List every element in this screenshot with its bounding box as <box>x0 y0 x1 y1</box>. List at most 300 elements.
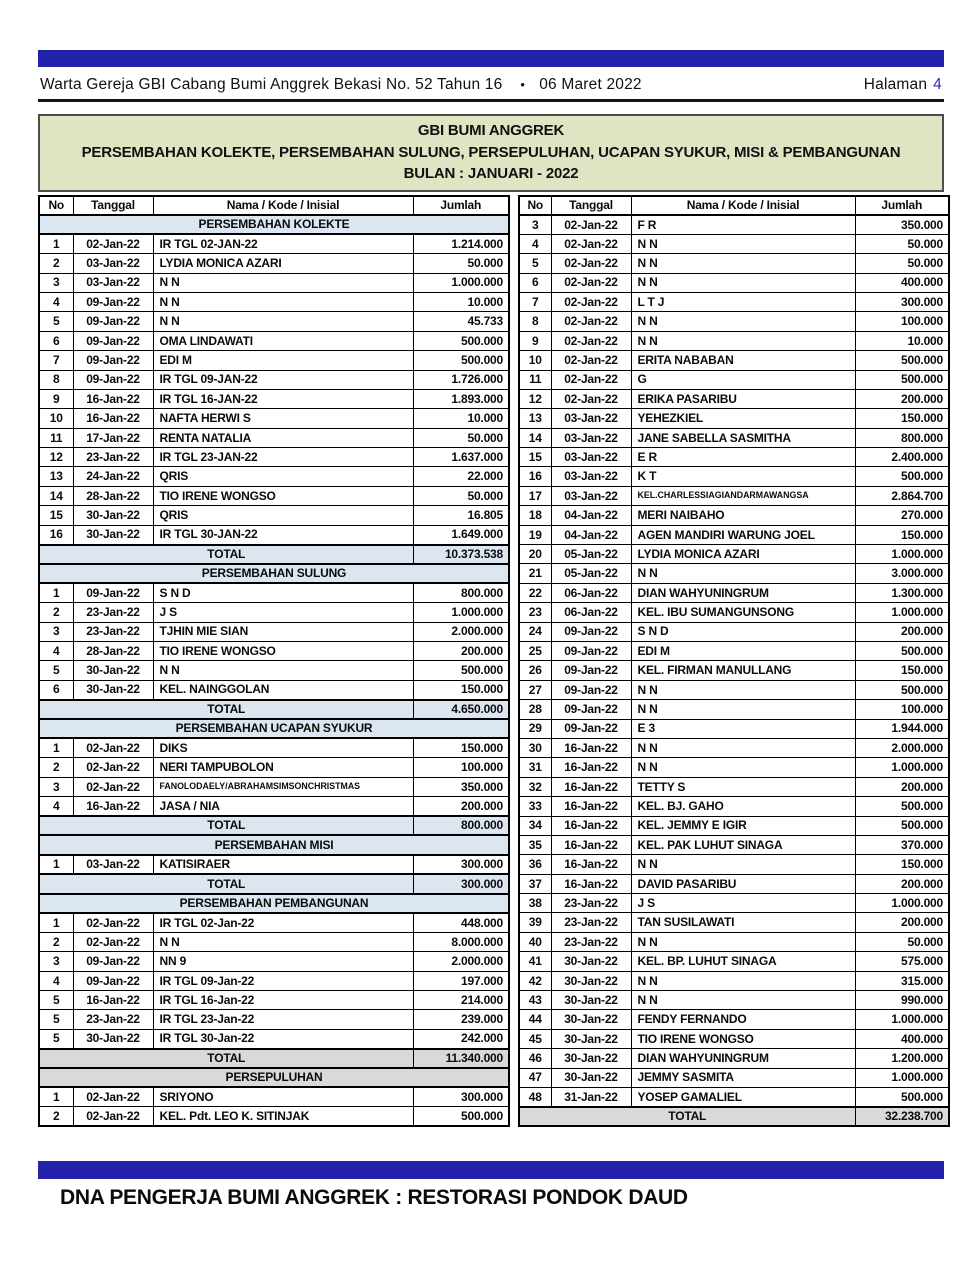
page-number-label: Halaman <box>863 76 928 93</box>
table-row <box>519 564 949 583</box>
footer-dna-text: DNA PENGERJA BUMI ANGGREK : RESTORASI PONDOK DAUD <box>60 1186 688 1210</box>
cell-no: 1 <box>39 913 73 932</box>
cell-tanggal: 02-Jan-22 <box>73 932 153 951</box>
cell-nama: IR TGL 16-Jan-22 <box>153 991 413 1010</box>
cell-no: 4 <box>39 971 73 990</box>
cell-nama: IR TGL 23-JAN-22 <box>153 448 413 467</box>
cell-no: 43 <box>519 991 551 1010</box>
cell-jumlah: 270.000 <box>855 506 949 525</box>
table-row <box>39 1087 509 1106</box>
cell-no: 16 <box>39 525 73 544</box>
cell-no: 6 <box>39 331 73 350</box>
cell-tanggal: 30-Jan-22 <box>551 1010 631 1029</box>
cell-tanggal: 09-Jan-22 <box>73 971 153 990</box>
cell-no: 31 <box>519 758 551 777</box>
cell-jumlah: 16.805 <box>413 506 509 525</box>
cell-tanggal: 16-Jan-22 <box>73 389 153 408</box>
col-header-jumlah: Jumlah <box>855 196 949 215</box>
table-row <box>39 1029 509 1048</box>
cell-nama: N N <box>153 273 413 292</box>
table-row <box>519 719 949 738</box>
cell-jumlah: 400.000 <box>855 1029 949 1048</box>
cell-no: 36 <box>519 855 551 874</box>
cell-no: 15 <box>519 448 551 467</box>
table-row <box>519 855 949 874</box>
cell-nama: EDI M <box>153 351 413 370</box>
cell-no: 24 <box>519 622 551 641</box>
cell-no: 28 <box>519 700 551 719</box>
cell-tanggal: 24-Jan-22 <box>73 467 153 486</box>
cell-tanggal: 16-Jan-22 <box>73 991 153 1010</box>
cell-jumlah: 1.726.000 <box>413 370 509 389</box>
cell-no: 2 <box>39 1107 73 1126</box>
cell-tanggal: 09-Jan-22 <box>73 583 153 602</box>
table-row <box>39 603 509 622</box>
cell-nama: QRIS <box>153 467 413 486</box>
cell-nama: F R <box>631 215 855 234</box>
cell-tanggal: 16-Jan-22 <box>551 777 631 796</box>
cell-tanggal: 09-Jan-22 <box>73 292 153 311</box>
cell-jumlah: 10.000 <box>413 409 509 428</box>
table-row <box>519 603 949 622</box>
cell-nama: IR TGL 02-Jan-22 <box>153 913 413 932</box>
cell-jumlah: 1.300.000 <box>855 583 949 602</box>
table-row <box>39 351 509 370</box>
report-title-categories: PERSEMBAHAN KOLEKTE, PERSEMBAHAN SULUNG, PERSEPULUHAN, UCAPAN SYUKUR, MISI & PEMBANGUNAN <box>81 143 901 161</box>
table-row <box>39 913 509 932</box>
cell-no: 4 <box>519 234 551 253</box>
table-row <box>519 1068 949 1087</box>
cell-tanggal: 23-Jan-22 <box>551 932 631 951</box>
table-row <box>39 777 509 796</box>
table-row <box>519 797 949 816</box>
table-row <box>519 816 949 835</box>
cell-jumlah: 1.000.000 <box>855 545 949 564</box>
cell-jumlah: 1.000.000 <box>855 603 949 622</box>
cell-nama: E 3 <box>631 719 855 738</box>
table-row <box>519 583 949 602</box>
cell-nama: N N <box>153 292 413 311</box>
table-row <box>519 506 949 525</box>
cell-nama: KEL. FIRMAN MANULLANG <box>631 661 855 680</box>
table-row <box>39 758 509 777</box>
cell-jumlah: 1.649.000 <box>413 525 509 544</box>
report-title-church: GBI BUMI ANGGREK <box>417 122 565 139</box>
cell-jumlah: 1.000.000 <box>855 1010 949 1029</box>
cell-tanggal: 23-Jan-22 <box>73 622 153 641</box>
table-row <box>519 409 949 428</box>
cell-tanggal: 09-Jan-22 <box>73 370 153 389</box>
cell-tanggal: 06-Jan-22 <box>551 583 631 602</box>
cell-jumlah: 1.200.000 <box>855 1049 949 1068</box>
total-label: TOTAL <box>39 874 413 893</box>
cell-nama: DIKS <box>153 738 413 757</box>
cell-no: 14 <box>39 486 73 505</box>
cell-jumlah: 500.000 <box>413 331 509 350</box>
cell-jumlah: 200.000 <box>413 797 509 816</box>
cell-nama: YOSEP GAMALIEL <box>631 1087 855 1106</box>
table-row <box>39 583 509 602</box>
cell-jumlah: 350.000 <box>855 215 949 234</box>
cell-tanggal: 16-Jan-22 <box>73 409 153 428</box>
cell-jumlah: 448.000 <box>413 913 509 932</box>
cell-nama: LYDIA MONICA AZARI <box>631 545 855 564</box>
table-row <box>39 389 509 408</box>
cell-jumlah: 990.000 <box>855 991 949 1010</box>
cell-no: 4 <box>39 797 73 816</box>
cell-jumlah: 200.000 <box>855 874 949 893</box>
cell-nama: S N D <box>631 622 855 641</box>
cell-tanggal: 31-Jan-22 <box>551 1087 631 1106</box>
table-row <box>39 428 509 447</box>
cell-nama: EDI M <box>631 641 855 660</box>
cell-no: 18 <box>519 506 551 525</box>
table-row <box>519 467 949 486</box>
table-row <box>519 428 949 447</box>
cell-nama: ERITA NABABAN <box>631 351 855 370</box>
cell-jumlah: 300.000 <box>413 855 509 874</box>
table-row <box>519 1010 949 1029</box>
table-row <box>39 971 509 990</box>
cell-nama: KEL. Pdt. LEO K. SITINJAK <box>153 1107 413 1126</box>
table-row <box>519 389 949 408</box>
col-header-no: No <box>39 196 73 215</box>
cell-jumlah: 10.000 <box>413 292 509 311</box>
cell-jumlah: 22.000 <box>413 467 509 486</box>
cell-no: 4 <box>39 292 73 311</box>
cell-jumlah: 239.000 <box>413 1010 509 1029</box>
total-row <box>39 816 509 835</box>
cell-jumlah: 1.000.000 <box>855 894 949 913</box>
cell-tanggal: 30-Jan-22 <box>551 1029 631 1048</box>
cell-no: 37 <box>519 874 551 893</box>
table-row <box>39 797 509 816</box>
cell-nama: IR TGL 02-JAN-22 <box>153 234 413 253</box>
table-row <box>519 486 949 505</box>
cell-no: 2 <box>39 758 73 777</box>
cell-nama: TAN SUSILAWATI <box>631 913 855 932</box>
page-number-block <box>864 76 942 94</box>
cell-no: 6 <box>39 680 73 699</box>
section-header-row <box>39 894 509 913</box>
cell-nama: OMA LINDAWATI <box>153 331 413 350</box>
cell-tanggal: 30-Jan-22 <box>551 1068 631 1087</box>
cell-no: 29 <box>519 719 551 738</box>
cell-nama: NAFTA HERWI S <box>153 409 413 428</box>
cell-nama: N N <box>631 680 855 699</box>
cell-tanggal: 16-Jan-22 <box>551 835 631 854</box>
cell-no: 1 <box>39 583 73 602</box>
cell-jumlah: 500.000 <box>413 351 509 370</box>
cell-nama: JANE SABELLA SASMITHA <box>631 428 855 447</box>
cell-tanggal: 02-Jan-22 <box>73 777 153 796</box>
cell-no: 23 <box>519 603 551 622</box>
cell-jumlah: 150.000 <box>855 525 949 544</box>
cell-tanggal: 02-Jan-22 <box>551 389 631 408</box>
cell-nama: N N <box>631 273 855 292</box>
cell-nama: N N <box>631 738 855 757</box>
cell-tanggal: 30-Jan-22 <box>73 680 153 699</box>
table-row <box>519 971 949 990</box>
table-row <box>519 312 949 331</box>
cell-tanggal: 02-Jan-22 <box>551 292 631 311</box>
cell-jumlah: 2.000.000 <box>855 738 949 757</box>
cell-tanggal: 09-Jan-22 <box>551 641 631 660</box>
cell-nama: TIO IRENE WONGSO <box>153 486 413 505</box>
cell-jumlah: 50.000 <box>855 234 949 253</box>
table-row <box>519 545 949 564</box>
cell-nama: N N <box>153 661 413 680</box>
cell-tanggal: 02-Jan-22 <box>551 351 631 370</box>
table-row <box>519 738 949 757</box>
masthead-rule <box>38 99 944 102</box>
cell-tanggal: 03-Jan-22 <box>551 448 631 467</box>
section-title: PERSEMBAHAN UCAPAN SYUKUR <box>39 719 509 738</box>
cell-nama: JEMMY SASMITA <box>631 1068 855 1087</box>
cell-tanggal: 16-Jan-22 <box>551 816 631 835</box>
cell-no: 7 <box>519 292 551 311</box>
table-row <box>39 486 509 505</box>
cell-jumlah: 300.000 <box>413 1087 509 1106</box>
cell-nama: N N <box>153 312 413 331</box>
cell-nama: IR TGL 23-Jan-22 <box>153 1010 413 1029</box>
cell-jumlah: 214.000 <box>413 991 509 1010</box>
cell-jumlah: 500.000 <box>855 680 949 699</box>
offering-tables <box>38 195 944 1128</box>
cell-nama: N N <box>631 234 855 253</box>
cell-tanggal: 03-Jan-22 <box>73 273 153 292</box>
column-header-row <box>39 196 509 215</box>
cell-nama: KEL. IBU SUMANGUNSONG <box>631 603 855 622</box>
cell-nama: KEL. NAINGGOLAN <box>153 680 413 699</box>
cell-jumlah: 150.000 <box>855 661 949 680</box>
cell-tanggal: 04-Jan-22 <box>551 525 631 544</box>
cell-nama: KEL.CHARLESSIAGIANDARMAWANGSA <box>631 486 855 505</box>
cell-jumlah: 150.000 <box>855 855 949 874</box>
cell-no: 7 <box>39 351 73 370</box>
cell-nama: LYDIA MONICA AZARI <box>153 254 413 273</box>
cell-tanggal: 23-Jan-22 <box>73 603 153 622</box>
table-row <box>39 234 509 253</box>
table-row <box>519 913 949 932</box>
cell-no: 14 <box>519 428 551 447</box>
table-row <box>519 525 949 544</box>
cell-nama: IR TGL 16-JAN-22 <box>153 389 413 408</box>
cell-jumlah: 50.000 <box>413 254 509 273</box>
cell-no: 47 <box>519 1068 551 1087</box>
cell-tanggal: 28-Jan-22 <box>73 486 153 505</box>
cell-nama: KEL. BJ. GAHO <box>631 797 855 816</box>
cell-nama: N N <box>631 564 855 583</box>
total-row <box>39 1049 509 1068</box>
table-row <box>39 855 509 874</box>
cell-tanggal: 30-Jan-22 <box>551 971 631 990</box>
section-title: PERSEMBAHAN SULUNG <box>39 564 509 583</box>
cell-jumlah: 100.000 <box>855 312 949 331</box>
cell-jumlah: 300.000 <box>855 292 949 311</box>
table-row <box>519 370 949 389</box>
cell-no: 48 <box>519 1087 551 1106</box>
table-row <box>519 952 949 971</box>
cell-tanggal: 06-Jan-22 <box>551 603 631 622</box>
cell-jumlah: 500.000 <box>855 816 949 835</box>
cell-jumlah: 100.000 <box>855 700 949 719</box>
section-title: PERSEMBAHAN KOLEKTE <box>39 215 509 234</box>
offerings-table-left <box>38 195 510 1128</box>
table-row <box>519 641 949 660</box>
cell-tanggal: 30-Jan-22 <box>73 525 153 544</box>
cell-no: 5 <box>39 312 73 331</box>
col-header-nama: Nama / Kode / Inisial <box>631 196 855 215</box>
cell-jumlah: 2.864.700 <box>855 486 949 505</box>
table-row <box>519 331 949 350</box>
cell-no: 2 <box>39 603 73 622</box>
cell-jumlah: 400.000 <box>855 273 949 292</box>
cell-jumlah: 315.000 <box>855 971 949 990</box>
cell-no: 8 <box>39 370 73 389</box>
table-row <box>519 700 949 719</box>
cell-tanggal: 09-Jan-22 <box>551 680 631 699</box>
cell-nama: ERIKA PASARIBU <box>631 389 855 408</box>
cell-no: 25 <box>519 641 551 660</box>
cell-jumlah: 370.000 <box>855 835 949 854</box>
cell-jumlah: 1.000.000 <box>855 1068 949 1087</box>
table-row <box>519 835 949 854</box>
cell-nama: TIO IRENE WONGSO <box>153 641 413 660</box>
cell-tanggal: 02-Jan-22 <box>73 1107 153 1126</box>
cell-jumlah: 150.000 <box>413 680 509 699</box>
cell-nama: TETTY S <box>631 777 855 796</box>
cell-nama: NN 9 <box>153 952 413 971</box>
col-header-tanggal: Tanggal <box>73 196 153 215</box>
cell-jumlah: 1.000.000 <box>413 273 509 292</box>
cell-no: 44 <box>519 1010 551 1029</box>
cell-no: 20 <box>519 545 551 564</box>
cell-tanggal: 30-Jan-22 <box>551 1049 631 1068</box>
cell-tanggal: 02-Jan-22 <box>73 913 153 932</box>
cell-jumlah: 50.000 <box>855 254 949 273</box>
table-row <box>39 661 509 680</box>
cell-no: 26 <box>519 661 551 680</box>
total-label: TOTAL <box>39 545 413 564</box>
cell-no: 17 <box>519 486 551 505</box>
cell-no: 34 <box>519 816 551 835</box>
table-row <box>519 1049 949 1068</box>
section-header-row <box>39 1068 509 1087</box>
cell-no: 4 <box>39 641 73 660</box>
total-label: TOTAL <box>519 1107 855 1126</box>
cell-no: 11 <box>39 428 73 447</box>
cell-jumlah: 200.000 <box>413 641 509 660</box>
cell-no: 38 <box>519 894 551 913</box>
col-header-nama: Nama / Kode / Inisial <box>153 196 413 215</box>
table-row <box>39 525 509 544</box>
cell-tanggal: 09-Jan-22 <box>551 700 631 719</box>
table-row <box>39 506 509 525</box>
cell-nama: N N <box>153 932 413 951</box>
section-header-row <box>39 835 509 854</box>
cell-nama: N N <box>631 312 855 331</box>
cell-tanggal: 30-Jan-22 <box>551 952 631 971</box>
cell-no: 15 <box>39 506 73 525</box>
cell-tanggal: 02-Jan-22 <box>551 215 631 234</box>
cell-nama: QRIS <box>153 506 413 525</box>
cell-no: 3 <box>39 622 73 641</box>
cell-nama: SRIYONO <box>153 1087 413 1106</box>
cell-jumlah: 1.000.000 <box>855 758 949 777</box>
offerings-table-right <box>518 195 950 1128</box>
cell-nama: N N <box>631 932 855 951</box>
cell-jumlah: 197.000 <box>413 971 509 990</box>
cell-jumlah: 50.000 <box>413 486 509 505</box>
cell-nama: L T J <box>631 292 855 311</box>
cell-tanggal: 03-Jan-22 <box>73 855 153 874</box>
col-header-no: No <box>519 196 551 215</box>
cell-nama: E R <box>631 448 855 467</box>
cell-jumlah: 50.000 <box>855 932 949 951</box>
cell-jumlah: 100.000 <box>413 758 509 777</box>
cell-nama: NERI TAMPUBOLON <box>153 758 413 777</box>
cell-no: 3 <box>39 952 73 971</box>
total-amount: 800.000 <box>413 816 509 835</box>
total-row <box>39 545 509 564</box>
cell-tanggal: 16-Jan-22 <box>551 738 631 757</box>
cell-nama: TIO IRENE WONGSO <box>631 1029 855 1048</box>
cell-tanggal: 30-Jan-22 <box>73 661 153 680</box>
cell-no: 11 <box>519 370 551 389</box>
cell-tanggal: 02-Jan-22 <box>73 738 153 757</box>
cell-jumlah: 500.000 <box>855 1087 949 1106</box>
cell-no: 33 <box>519 797 551 816</box>
table-row <box>519 351 949 370</box>
cell-nama: DIAN WAHYUNINGRUM <box>631 1049 855 1068</box>
cell-no: 1 <box>39 855 73 874</box>
col-header-tanggal: Tanggal <box>551 196 631 215</box>
cell-jumlah: 1.637.000 <box>413 448 509 467</box>
table-row <box>39 622 509 641</box>
table-row <box>39 991 509 1010</box>
cell-tanggal: 30-Jan-22 <box>73 1029 153 1048</box>
cell-no: 46 <box>519 1049 551 1068</box>
cell-jumlah: 45.733 <box>413 312 509 331</box>
cell-tanggal: 03-Jan-22 <box>551 409 631 428</box>
cell-tanggal: 02-Jan-22 <box>551 273 631 292</box>
col-header-jumlah: Jumlah <box>413 196 509 215</box>
cell-tanggal: 23-Jan-22 <box>73 1010 153 1029</box>
cell-jumlah: 1.214.000 <box>413 234 509 253</box>
cell-tanggal: 02-Jan-22 <box>551 331 631 350</box>
section-header-row <box>39 719 509 738</box>
cell-nama: YEHEZKIEL <box>631 409 855 428</box>
cell-tanggal: 03-Jan-22 <box>73 254 153 273</box>
cell-no: 13 <box>39 467 73 486</box>
cell-nama: TJHIN MIE SIAN <box>153 622 413 641</box>
cell-no: 45 <box>519 1029 551 1048</box>
cell-nama: DAVID PASARIBU <box>631 874 855 893</box>
top-banner-bar <box>38 50 944 67</box>
total-label: TOTAL <box>39 700 413 719</box>
cell-no: 10 <box>519 351 551 370</box>
cell-tanggal: 09-Jan-22 <box>73 952 153 971</box>
total-amount: 11.340.000 <box>413 1049 509 1068</box>
footer-banner-bar <box>38 1161 944 1179</box>
table-row <box>39 932 509 951</box>
table-row <box>519 874 949 893</box>
table-row <box>519 1087 949 1106</box>
table-row <box>519 234 949 253</box>
cell-jumlah: 500.000 <box>413 661 509 680</box>
column-header-row <box>519 196 949 215</box>
